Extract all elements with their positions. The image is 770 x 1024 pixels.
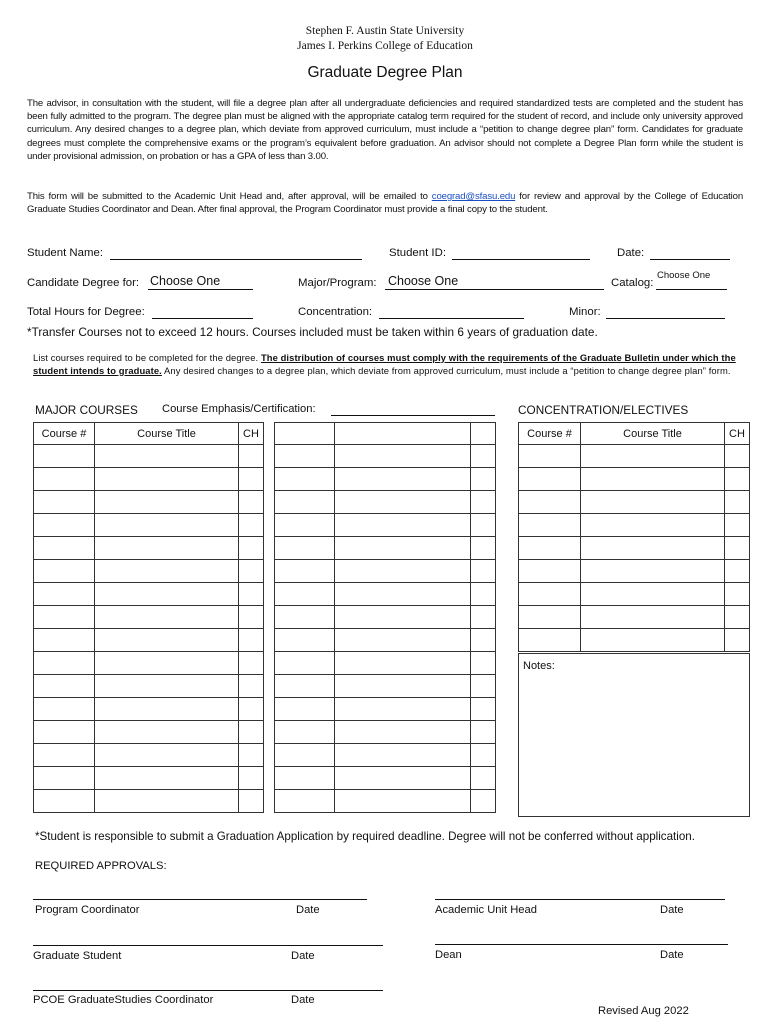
- intro-paragraph: The advisor, in consultation with the student, will file a degree plan after all undergraduate deficiencies and required standardized tests are completed and the student has been fully admitted to the program. The degree plan must be aligned with the appropriate catalog term required for the student of record, and include only university approved curriculum. Any desired changes to a degree plan, which deviate from approved curriculum, must include a “petition to change degree plan” form. Candidates for graduate degrees must complete the comprehensive exams or the program’s equivalent before graduation. An advisor should not complete a Degree Plan form while the student is under provisional admission, on probation or has a GPA of less than 3.00.: [27, 98, 743, 162]
- course-title-cell[interactable]: [95, 560, 239, 583]
- credit-hours-cell[interactable]: [239, 560, 264, 583]
- course-row: [519, 468, 750, 491]
- blank-header: [335, 423, 471, 445]
- course-number-cell[interactable]: [519, 445, 581, 468]
- course-row: [275, 445, 496, 468]
- student-name-field[interactable]: [110, 259, 362, 260]
- academic-unit-head-label: Academic Unit Head: [435, 904, 537, 916]
- course-title-cell[interactable]: [95, 629, 239, 652]
- course-number-cell[interactable]: [519, 537, 581, 560]
- course-title-cell[interactable]: [95, 606, 239, 629]
- course-row: [34, 537, 264, 560]
- program-coordinator-date-label: Date: [296, 904, 320, 916]
- major-left-body: [34, 445, 264, 813]
- credit-hours-cell[interactable]: [471, 698, 496, 721]
- credit-hours-cell[interactable]: [239, 698, 264, 721]
- credit-hours-cell[interactable]: [239, 721, 264, 744]
- credit-hours-cell[interactable]: [725, 445, 750, 468]
- notes-box[interactable]: [518, 653, 750, 817]
- course-title-cell[interactable]: [581, 491, 725, 514]
- credit-hours-cell[interactable]: [725, 491, 750, 514]
- credit-hours-cell[interactable]: [725, 468, 750, 491]
- course-row: [519, 537, 750, 560]
- course-title-cell[interactable]: [335, 675, 471, 698]
- course-row: [34, 698, 264, 721]
- course-number-cell[interactable]: [34, 790, 95, 813]
- credit-hours-header: CH: [239, 423, 264, 445]
- credit-hours-cell[interactable]: [239, 744, 264, 767]
- concentration-electives-heading: CONCENTRATION/ELECTIVES: [518, 403, 689, 417]
- student-name-label: Student Name:: [27, 247, 103, 259]
- course-title-cell[interactable]: [335, 514, 471, 537]
- major-program-label: Major/Program:: [298, 277, 377, 289]
- dean-date-label: Date: [660, 949, 684, 961]
- course-number-cell[interactable]: [275, 744, 335, 767]
- course-number-cell[interactable]: [34, 537, 95, 560]
- credit-hours-cell[interactable]: [239, 790, 264, 813]
- instructions-lead: List courses required to be completed for the degree.: [33, 352, 261, 363]
- graduation-note: *Student is responsible to submit a Graduation Application by required deadline. Degree will not be conferred without application.: [35, 830, 695, 843]
- course-title-cell[interactable]: [335, 744, 471, 767]
- course-number-cell[interactable]: [34, 491, 95, 514]
- course-number-cell[interactable]: [519, 514, 581, 537]
- program-coordinator-signature-line[interactable]: [33, 899, 367, 900]
- transfer-note: *Transfer Courses not to exceed 12 hours. Courses included must be taken within 6 years of graduation date.: [27, 325, 598, 339]
- course-row: [34, 468, 264, 491]
- course-number-cell[interactable]: [275, 537, 335, 560]
- coegrad-email-link[interactable]: coegrad@sfasu.edu: [431, 191, 516, 202]
- student-id-label: Student ID:: [389, 247, 446, 259]
- credit-hours-cell[interactable]: [239, 606, 264, 629]
- course-number-header: Course #: [34, 423, 95, 445]
- minor-field[interactable]: [606, 318, 725, 319]
- course-number-cell[interactable]: [34, 583, 95, 606]
- date-label: Date:: [617, 247, 645, 259]
- course-title-cell[interactable]: [581, 445, 725, 468]
- course-number-cell[interactable]: [34, 744, 95, 767]
- course-title-cell[interactable]: [581, 629, 725, 652]
- major-courses-heading: MAJOR COURSES: [35, 403, 138, 417]
- course-title-cell[interactable]: [95, 491, 239, 514]
- course-row: [275, 560, 496, 583]
- course-title-cell[interactable]: [335, 468, 471, 491]
- course-number-cell[interactable]: [275, 629, 335, 652]
- course-number-cell[interactable]: [275, 675, 335, 698]
- course-title-cell[interactable]: [95, 652, 239, 675]
- credit-hours-cell[interactable]: [725, 537, 750, 560]
- credit-hours-cell[interactable]: [471, 744, 496, 767]
- course-number-cell[interactable]: [34, 698, 95, 721]
- course-row: [275, 652, 496, 675]
- page-title: Graduate Degree Plan: [307, 64, 463, 81]
- instructions-bold: The distribution of courses must comply with the requirements of the Graduate Bulletin under which the student intends to graduate.: [33, 352, 736, 376]
- concentration-field[interactable]: [379, 318, 524, 319]
- course-title-cell[interactable]: [335, 629, 471, 652]
- catalog-underline: [656, 289, 727, 290]
- course-row: [275, 744, 496, 767]
- course-emphasis-label: Course Emphasis/Certification:: [162, 403, 316, 415]
- course-title-header: Course Title: [581, 423, 725, 445]
- graduate-student-signature-line[interactable]: [33, 945, 383, 946]
- course-row: [275, 491, 496, 514]
- course-title-cell[interactable]: [335, 606, 471, 629]
- program-coordinator-label: Program Coordinator: [35, 904, 140, 916]
- course-number-cell[interactable]: [34, 721, 95, 744]
- college-name: James I. Perkins College of Education: [297, 40, 473, 52]
- course-number-cell[interactable]: [275, 652, 335, 675]
- course-title-cell[interactable]: [581, 560, 725, 583]
- total-hours-label: Total Hours for Degree:: [27, 306, 145, 318]
- credit-hours-cell[interactable]: [239, 445, 264, 468]
- course-number-cell[interactable]: [519, 583, 581, 606]
- course-title-cell[interactable]: [335, 491, 471, 514]
- course-number-cell[interactable]: [34, 606, 95, 629]
- credit-hours-cell[interactable]: [239, 652, 264, 675]
- course-number-cell[interactable]: [275, 514, 335, 537]
- course-title-cell[interactable]: [95, 767, 239, 790]
- course-row: [34, 560, 264, 583]
- course-title-cell[interactable]: [95, 790, 239, 813]
- course-title-cell[interactable]: [335, 767, 471, 790]
- course-row: [34, 652, 264, 675]
- course-number-cell[interactable]: [34, 514, 95, 537]
- candidate-degree-select[interactable]: Choose One: [150, 274, 221, 288]
- credit-hours-cell[interactable]: [471, 652, 496, 675]
- course-row: [275, 721, 496, 744]
- course-row: [34, 514, 264, 537]
- major-courses-table-left: [33, 422, 264, 813]
- course-row: [34, 606, 264, 629]
- credit-hours-cell[interactable]: [471, 675, 496, 698]
- major-right-body: [275, 445, 496, 813]
- credit-hours-cell[interactable]: [471, 721, 496, 744]
- course-number-cell[interactable]: [275, 767, 335, 790]
- credit-hours-cell[interactable]: [239, 629, 264, 652]
- minor-label: Minor:: [569, 306, 601, 318]
- catalog-label: Catalog:: [611, 277, 654, 289]
- graduate-student-date-label: Date: [291, 950, 315, 962]
- notes-label: Notes:: [523, 660, 555, 672]
- date-field[interactable]: [650, 259, 730, 260]
- revision-note: Revised Aug 2022: [598, 1005, 689, 1017]
- course-number-cell[interactable]: [34, 445, 95, 468]
- credit-hours-cell[interactable]: [239, 537, 264, 560]
- credit-hours-cell[interactable]: [239, 583, 264, 606]
- course-row: [275, 790, 496, 813]
- course-row: [34, 790, 264, 813]
- candidate-degree-underline: [148, 289, 253, 290]
- course-number-cell[interactable]: [519, 629, 581, 652]
- course-row: [275, 675, 496, 698]
- credit-hours-cell[interactable]: [239, 767, 264, 790]
- course-number-cell[interactable]: [34, 767, 95, 790]
- course-number-cell[interactable]: [275, 468, 335, 491]
- submission-text-end: for review and approval by the College of Education Graduate Studies Coordinator and Dean. After final approval, the Program Coordinator must provide a final copy to the student.: [27, 191, 743, 216]
- course-number-cell[interactable]: [275, 583, 335, 606]
- academic-unit-head-date-label: Date: [660, 904, 684, 916]
- course-title-header: Course Title: [95, 423, 239, 445]
- course-row: [519, 445, 750, 468]
- credit-hours-cell[interactable]: [725, 606, 750, 629]
- course-row: [34, 767, 264, 790]
- pcoe-coordinator-date-label: Date: [291, 994, 315, 1006]
- course-number-cell[interactable]: [275, 698, 335, 721]
- credit-hours-cell[interactable]: [725, 583, 750, 606]
- major-program-underline: [385, 289, 604, 290]
- course-row: [519, 491, 750, 514]
- course-number-cell[interactable]: [519, 491, 581, 514]
- credit-hours-cell[interactable]: [471, 468, 496, 491]
- credit-hours-cell[interactable]: [239, 675, 264, 698]
- course-number-cell[interactable]: [275, 790, 335, 813]
- credit-hours-cell[interactable]: [239, 491, 264, 514]
- credit-hours-cell[interactable]: [471, 537, 496, 560]
- course-row: [519, 606, 750, 629]
- course-title-cell[interactable]: [95, 721, 239, 744]
- credit-hours-cell[interactable]: [471, 583, 496, 606]
- student-id-field[interactable]: [452, 259, 590, 260]
- course-number-cell[interactable]: [34, 468, 95, 491]
- course-title-cell[interactable]: [581, 537, 725, 560]
- course-title-cell[interactable]: [95, 583, 239, 606]
- course-number-cell[interactable]: [34, 652, 95, 675]
- concentration-label: Concentration:: [298, 306, 373, 318]
- course-row: [519, 514, 750, 537]
- credit-hours-header: CH: [725, 423, 750, 445]
- credit-hours-cell[interactable]: [725, 560, 750, 583]
- course-number-cell[interactable]: [275, 721, 335, 744]
- course-title-cell[interactable]: [335, 560, 471, 583]
- course-row: [275, 583, 496, 606]
- course-emphasis-field[interactable]: [331, 415, 495, 416]
- course-row: [34, 583, 264, 606]
- course-row: [275, 698, 496, 721]
- course-row: [34, 491, 264, 514]
- course-number-cell[interactable]: [34, 560, 95, 583]
- graduate-student-label: Graduate Student: [33, 950, 122, 962]
- pcoe-coordinator-signature-line[interactable]: [33, 990, 383, 991]
- course-number-cell[interactable]: [519, 606, 581, 629]
- credit-hours-cell[interactable]: [725, 514, 750, 537]
- major-courses-table-right: [274, 422, 496, 813]
- credit-hours-cell[interactable]: [471, 491, 496, 514]
- course-number-cell[interactable]: [34, 675, 95, 698]
- course-row: [275, 537, 496, 560]
- required-approvals-heading: REQUIRED APPROVALS:: [35, 860, 167, 872]
- university-name: Stephen F. Austin State University: [305, 25, 465, 37]
- course-title-cell[interactable]: [335, 652, 471, 675]
- course-title-cell[interactable]: [95, 675, 239, 698]
- pcoe-coordinator-label: PCOE GraduateStudies Coordinator: [33, 994, 214, 1006]
- course-row: [34, 445, 264, 468]
- dean-signature-line[interactable]: [435, 944, 728, 945]
- course-number-cell[interactable]: [34, 629, 95, 652]
- course-row: [519, 560, 750, 583]
- course-title-cell[interactable]: [95, 744, 239, 767]
- course-row: [275, 468, 496, 491]
- course-number-cell[interactable]: [519, 468, 581, 491]
- course-title-cell[interactable]: [95, 698, 239, 721]
- course-row: [34, 721, 264, 744]
- course-number-cell[interactable]: [519, 560, 581, 583]
- dean-label: Dean: [435, 949, 462, 961]
- course-title-cell[interactable]: [581, 468, 725, 491]
- blank-header: [471, 423, 496, 445]
- course-row: [519, 583, 750, 606]
- credit-hours-cell[interactable]: [471, 767, 496, 790]
- course-title-cell[interactable]: [581, 583, 725, 606]
- blank-header: [275, 423, 335, 445]
- course-title-cell[interactable]: [581, 606, 725, 629]
- credit-hours-cell[interactable]: [471, 790, 496, 813]
- course-row: [275, 629, 496, 652]
- total-hours-field[interactable]: [152, 318, 253, 319]
- course-number-cell[interactable]: [275, 445, 335, 468]
- course-number-header: Course #: [519, 423, 581, 445]
- course-title-cell[interactable]: [95, 468, 239, 491]
- course-title-cell[interactable]: [581, 514, 725, 537]
- course-title-cell[interactable]: [335, 721, 471, 744]
- submission-paragraph: [27, 190, 743, 216]
- credit-hours-cell[interactable]: [471, 445, 496, 468]
- instructions-tail: Any desired changes to a degree plan, which deviate from approved curriculum, must include a “petition to change degree plan” form.: [161, 364, 731, 376]
- candidate-degree-label: Candidate Degree for:: [27, 277, 140, 289]
- credit-hours-cell[interactable]: [471, 629, 496, 652]
- course-row: [34, 675, 264, 698]
- course-title-cell[interactable]: [95, 537, 239, 560]
- course-instructions: [33, 352, 738, 378]
- course-title-cell[interactable]: [335, 698, 471, 721]
- submission-text-start: This form will be submitted to the Academic Unit Head and, after approval, will be emailed to: [27, 191, 432, 202]
- course-title-cell[interactable]: [335, 583, 471, 606]
- concentration-table: [518, 422, 750, 652]
- course-title-cell[interactable]: [95, 445, 239, 468]
- credit-hours-cell[interactable]: [471, 606, 496, 629]
- credit-hours-cell[interactable]: [239, 514, 264, 537]
- course-row: [34, 744, 264, 767]
- course-row: [519, 629, 750, 652]
- course-row: [275, 767, 496, 790]
- course-row: [275, 514, 496, 537]
- credit-hours-cell[interactable]: [239, 468, 264, 491]
- course-title-cell[interactable]: [335, 445, 471, 468]
- course-number-cell[interactable]: [275, 491, 335, 514]
- catalog-select[interactable]: Choose One: [657, 270, 711, 281]
- course-title-cell[interactable]: [95, 514, 239, 537]
- course-title-cell[interactable]: [335, 537, 471, 560]
- credit-hours-cell[interactable]: [725, 629, 750, 652]
- academic-unit-head-signature-line[interactable]: [435, 899, 725, 900]
- course-row: [275, 606, 496, 629]
- major-program-select[interactable]: Choose One: [388, 274, 459, 288]
- course-number-cell[interactable]: [275, 606, 335, 629]
- course-row: [34, 629, 264, 652]
- credit-hours-cell[interactable]: [471, 560, 496, 583]
- course-title-cell[interactable]: [335, 790, 471, 813]
- concentration-body: [519, 445, 750, 652]
- credit-hours-cell[interactable]: [471, 514, 496, 537]
- course-number-cell[interactable]: [275, 560, 335, 583]
